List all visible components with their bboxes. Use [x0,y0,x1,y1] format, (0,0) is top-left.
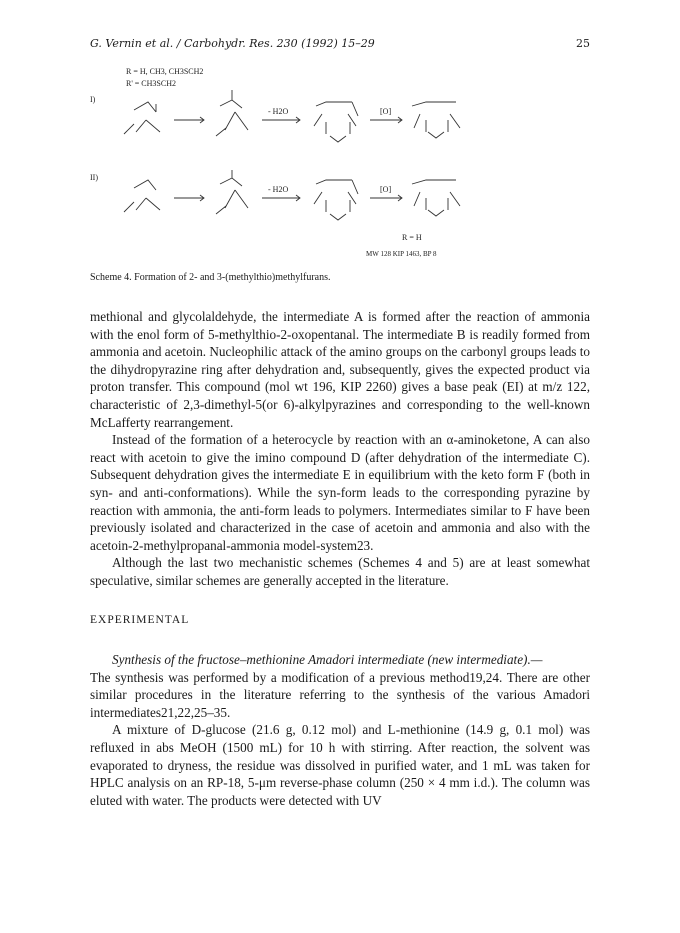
section-heading-experimental: EXPERIMENTAL [90,613,190,626]
running-head-text: G. Vernin et al. / Carbohydr. Res. 230 (1992) 15–29 [90,37,375,50]
row2-furan [412,180,460,216]
paragraph-5: A mixture of D-glucose (21.6 g, 0.12 mol) and L-methionine (14.9 g, 0.1 mol) was refluxed in abs MeOH (1500 mL) for 10 h with stirring. After reaction, the solvent was evaporated to dryness, the residue was dissolved in purified water, and 1 mL was taken for HPLC analysis on an RP-18, 5-μm reverse-phase column (250 × 4 mm i.d.). The column was eluted with water. The products were detected with UV [90,722,590,808]
row1-label: I) [90,95,96,104]
row1-dehydration-label: - H2O [268,107,289,116]
scheme-caption: Scheme 4. Formation of 2- and 3-(methylthio)methylfurans. [90,272,331,283]
arrow-1 [174,117,204,123]
row1-intermediate [216,90,248,136]
subsection-title: Synthesis of the fructose–methionine Amadori intermediate (new intermediate).— [112,652,543,668]
arrow-2 [262,117,300,123]
row1-furan [412,102,460,138]
row2-dehydration-label: - H2O [268,185,289,194]
row1-oxidation-label: [O] [380,107,392,116]
product-r-label: R = H [402,233,422,242]
scheme-4-drawing [90,62,590,274]
row2-reactant [124,180,160,212]
arrow-5 [262,195,300,201]
scheme-def-r-prime: R' = CH3SCH2 [126,79,176,88]
page-number: 25 [576,37,590,50]
paragraph-1: methional and glycolaldehyde, the intermediate A is formed after the reaction of ammonia with the enol form of 5-methylthio-2-oxopentanal. The intermediate B is readily formed from ammonia and acetoin. Nucleophilic attack of the amino groups on the carbonyl groups leads to the dihydropyrazine ring after dehydration and, subsequently, gives the expected product via proton transfer. This compound (mol wt 196, KIP 2260) gives a base peak (EI) at m/z 122, characteristic of 2,3-dimethyl-5(or 6)-alkylpyrazines and corresponding to the well-known McLafferty rearrangement. [90,309,590,430]
product-mw-label: MW 128 KIP 1463, BP 8 [366,250,437,258]
arrow-4 [174,195,204,201]
article-body [90,308,590,809]
row2-dihydrofuran [314,180,358,220]
arrow-3 [370,117,402,123]
row2-oxidation-label: [O] [380,185,392,194]
row2-intermediate [216,170,248,214]
paragraph-4: The synthesis was performed by a modification of a previous method19,24. There are other similar procedures in the literature referring to the synthesis of the various Amadori intermediates21,22,25–35. [90,669,590,720]
paragraph-3: Although the last two mechanistic schemes (Schemes 4 and 5) are at least somewhat speculative, similar schemes are generally accepted in the literature. [90,555,590,588]
paragraph-2: Instead of the formation of a heterocycle by reaction with an α-aminoketone, A can also react with acetoin to give the imino compound D (after dehydration of the intermediate C). Subsequent dehydration gives the intermediate E in equilibrium with the keto form F (both in syn- and anti-conformations). While the syn-form leads to the corresponding pyrazine by reaction with ammonia, the anti-form leads to polymers. Intermediates similar to F have been previously isolated and characterized in the case of acetoin and ammonia and also with the acetoin-2-methylpropanal-ammonia model-system23. [90,432,590,553]
arrow-6 [370,195,402,201]
row1-reactant [124,102,160,134]
scheme-def-r: R = H, CH3, CH3SCH2 [126,67,204,76]
row2-label: II) [90,173,98,182]
running-header [90,37,590,53]
row1-dihydrofuran [314,102,358,142]
scheme-4-figure [90,62,590,274]
